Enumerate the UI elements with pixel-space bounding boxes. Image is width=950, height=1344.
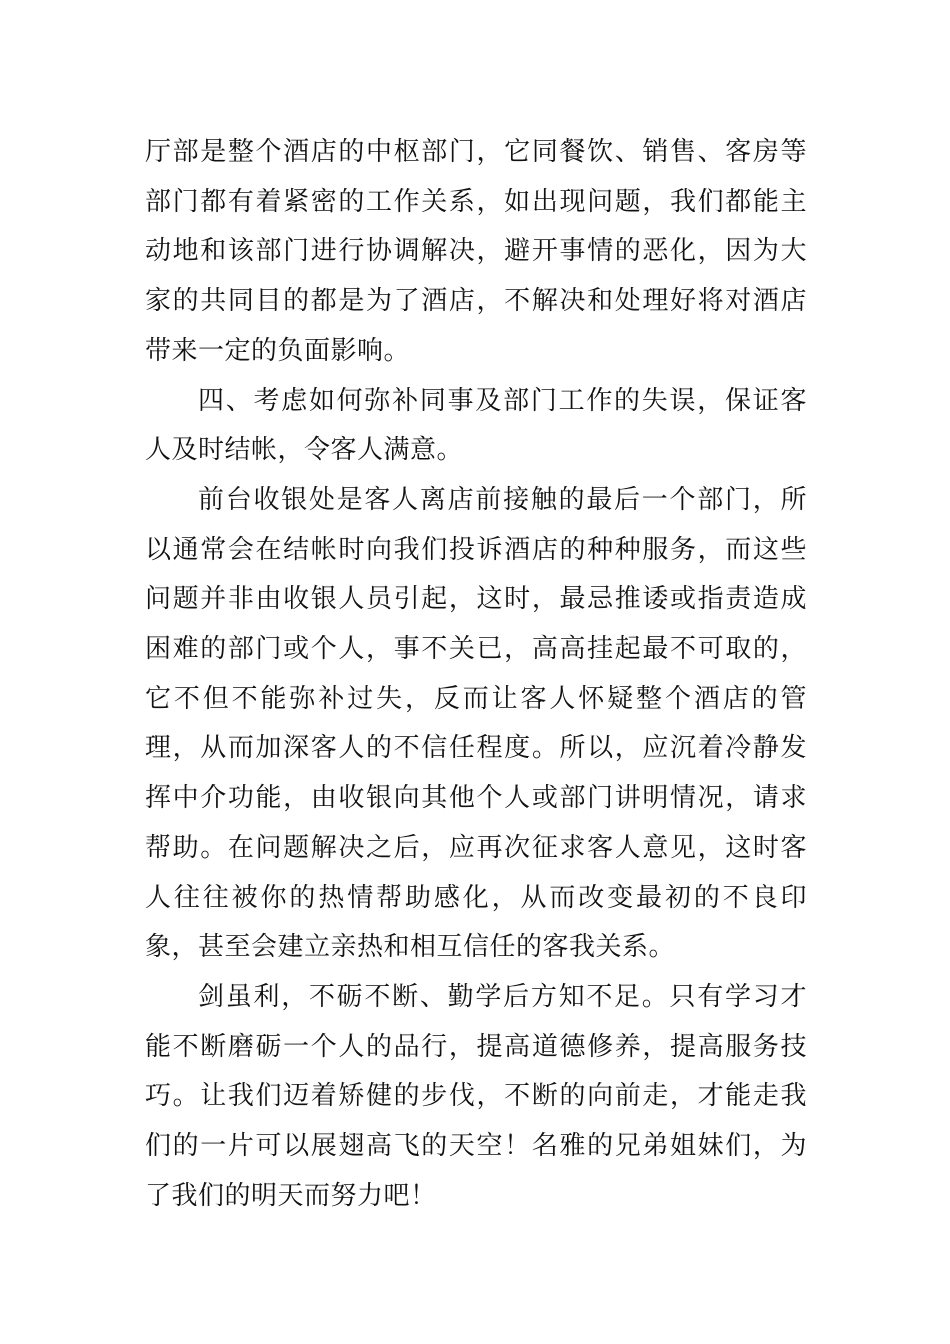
paragraph-section-heading: 四、考虑如何弥补同事及部门工作的失误，保证客人及时结帐，令客人满意。 bbox=[145, 385, 807, 466]
paragraph-cashier: 前台收银处是客人离店前接触的最后一个部门，所以通常会在结帐时向我们投诉酒店的种种服务，而这些问题并非由收银人员引起，这时，最忌推诿或指责造成困难的部门或个人，事不关已，高高挂起最不可取的，它不但不能弥补过失，反而让客人怀疑整个酒店的管理，从而加深客人的不信任程度。所以，应沉着冷静发挥中介功能，由收银向其他个人或部门讲明情况，请求帮助。在问题解决之后，应再次征求客人意见，这时客人往往被你的热情帮助感化，从而改变最初的不良印象，甚至会建立亲热和相互信任的客我关系。 bbox=[145, 484, 807, 963]
paragraph-continuation: 厅部是整个酒店的中枢部门，它同餐饮、销售、客房等部门都有着紧密的工作关系，如出现问题，我们都能主动地和该部门进行协调解决，避开事情的恶化，因为大家的共同目的都是为了酒店，不解决和处理好将对酒店带来一定的负面影响。 bbox=[145, 137, 807, 366]
document-body bbox=[145, 128, 807, 1221]
paragraph-closing: 剑虽利，不砺不断、勤学后方知不足。只有学习才能不断磨砺一个人的品行，提高道德修养，提高服务技巧。让我们迈着矫健的步伐，不断的向前走，才能走我们的一片可以展翅高飞的天空！名雅的兄弟姐妹们，为了我们的明天而努力吧！ bbox=[145, 981, 807, 1211]
